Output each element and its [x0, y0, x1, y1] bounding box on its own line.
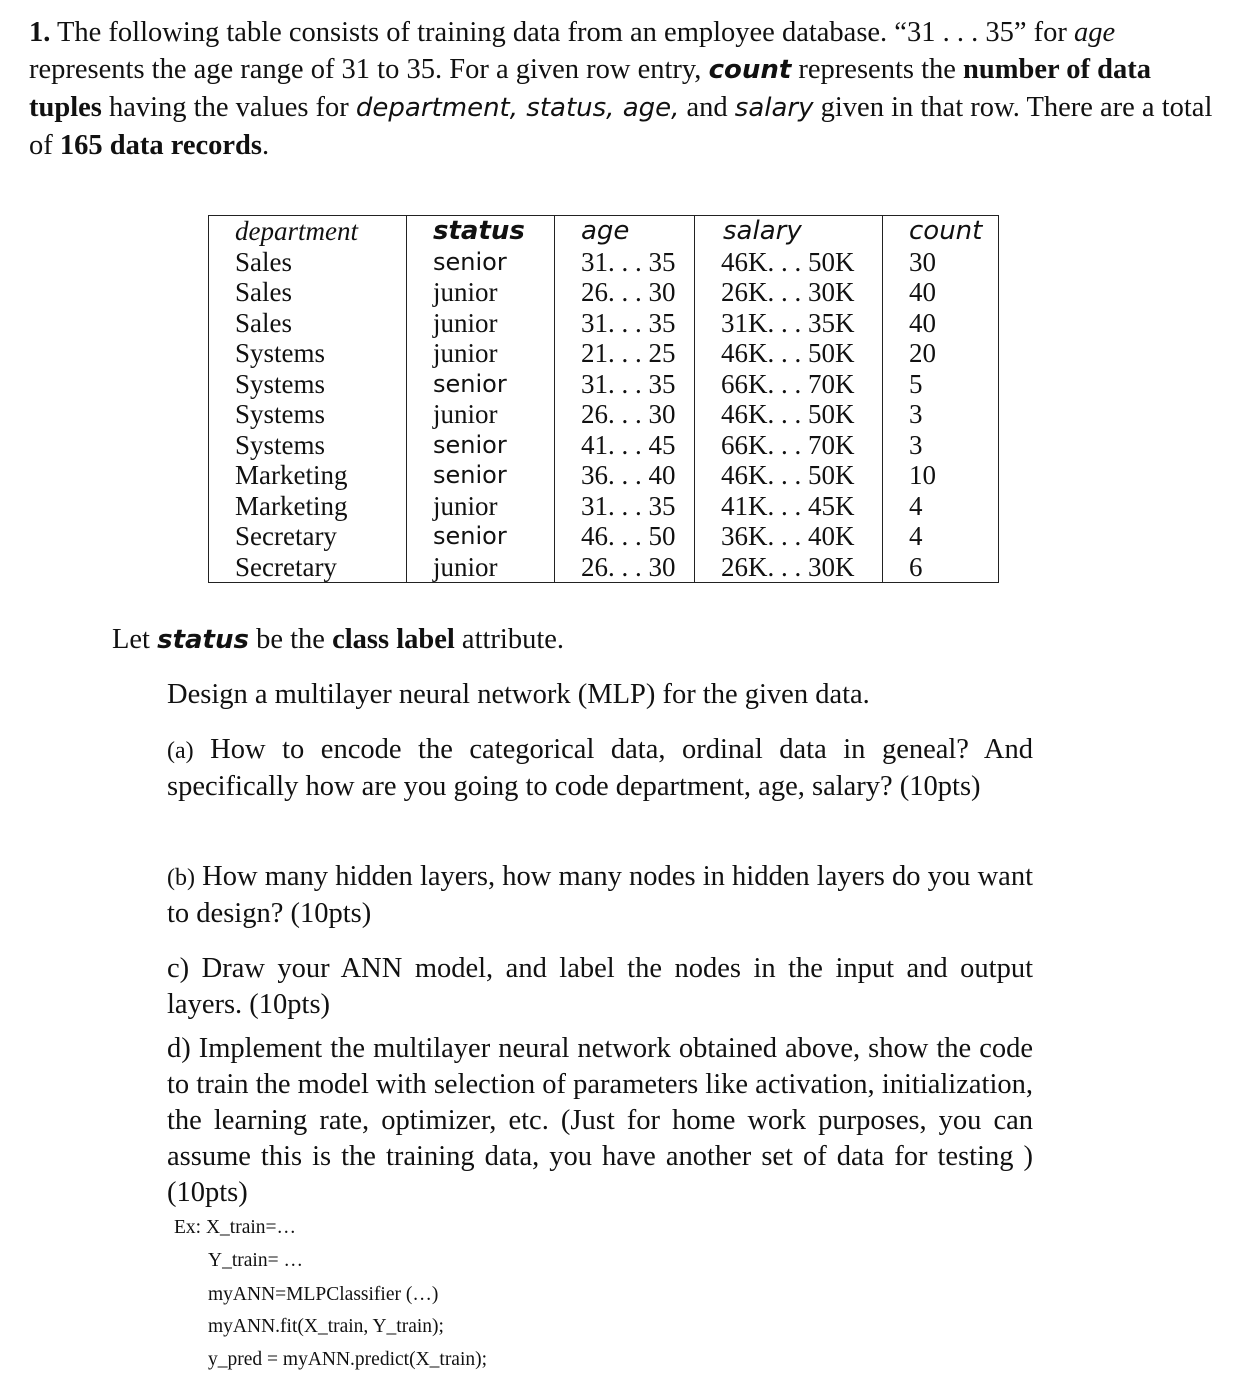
cell-salary: 66K. . . 70K [695, 430, 883, 461]
cell-department: Secretary [209, 552, 407, 583]
question-a-label: (a) [167, 738, 194, 764]
cell-status: junior [407, 491, 555, 522]
employee-table [208, 215, 999, 583]
cell-salary: 31K. . . 35K [695, 308, 883, 339]
status-term: status [157, 625, 249, 655]
problem-number: 1. [29, 17, 51, 48]
cell-status: junior [407, 277, 555, 308]
table-row [209, 521, 999, 552]
problem-intro: 1. The following table consists of training data from an employee database. “31 . . . 35” for age represents the age range of 31 to 35. For a given row entry, count represents the number of data tuples having the values for department, status, age, and salary given in that row. There are a total of 165 data records. [29, 17, 1213, 161]
question-b: (b) How many hidden layers, how many nodes in hidden layers do you want to design? (10pts) [167, 861, 1033, 929]
code-line-classifier: myANN=MLPClassifier (…) [208, 1284, 439, 1305]
header-age: age [555, 216, 695, 247]
cell-salary: 46K. . . 50K [695, 460, 883, 491]
cell-department: Secretary [209, 521, 407, 552]
cell-salary: 26K. . . 30K [695, 552, 883, 583]
cell-status: senior [407, 521, 555, 552]
cell-status: senior [407, 369, 555, 400]
table-row [209, 247, 999, 278]
table-row [209, 277, 999, 308]
cell-count: 10 [883, 460, 999, 491]
table-row [209, 491, 999, 522]
cell-age: 46. . . 50 [555, 521, 695, 552]
cell-count: 4 [883, 521, 999, 552]
cell-count: 40 [883, 308, 999, 339]
table-row [209, 308, 999, 339]
cell-count: 3 [883, 399, 999, 430]
cell-salary: 36K. . . 40K [695, 521, 883, 552]
table-header-row [209, 216, 999, 247]
header-status: status [407, 216, 555, 247]
cell-status: junior [407, 552, 555, 583]
code-line-y-train: Y_train= … [208, 1250, 303, 1271]
class-label-statement: Let status be the class label attribute. [112, 624, 565, 655]
table-row [209, 399, 999, 430]
header-salary: salary [695, 216, 883, 247]
cell-salary: 46K. . . 50K [695, 247, 883, 278]
header-department: department [209, 216, 407, 247]
cell-age: 36. . . 40 [555, 460, 695, 491]
cell-department: Sales [209, 247, 407, 278]
cell-count: 6 [883, 552, 999, 583]
cell-status: junior [407, 399, 555, 430]
cell-status: junior [407, 338, 555, 369]
cell-department: Systems [209, 399, 407, 430]
design-instruction: Design a multilayer neural network (MLP) for the given data. [167, 679, 870, 710]
cell-age: 31. . . 35 [555, 308, 695, 339]
question-b-label: (b) [167, 865, 195, 891]
cell-salary: 26K. . . 30K [695, 277, 883, 308]
cell-salary: 46K. . . 50K [695, 399, 883, 430]
table-row [209, 369, 999, 400]
cell-department: Marketing [209, 491, 407, 522]
code-example-x-train: Ex: X_train=… [174, 1217, 297, 1238]
cell-count: 40 [883, 277, 999, 308]
cell-department: Systems [209, 430, 407, 461]
cell-age: 21. . . 25 [555, 338, 695, 369]
cell-department: Sales [209, 277, 407, 308]
cell-age: 31. . . 35 [555, 247, 695, 278]
cell-age: 31. . . 35 [555, 491, 695, 522]
question-d: d) Implement the multilayer neural network obtained above, show the code to train the model with selection of parameters like activation, initialization, the learning rate, optimizer, etc. (Just for home work purposes, you can assume this is the training data, you have another set of data for testing ) (10pts) [167, 1033, 1033, 1208]
header-count: count [883, 216, 999, 247]
cell-salary: 46K. . . 50K [695, 338, 883, 369]
cell-status: senior [407, 247, 555, 278]
cell-status: junior [407, 308, 555, 339]
cell-status: senior [407, 430, 555, 461]
table-row [209, 552, 999, 583]
cell-age: 26. . . 30 [555, 277, 695, 308]
cell-count: 5 [883, 369, 999, 400]
cell-age: 41. . . 45 [555, 430, 695, 461]
table-row [209, 338, 999, 369]
cell-salary: 66K. . . 70K [695, 369, 883, 400]
cell-count: 30 [883, 247, 999, 278]
code-line-fit: myANN.fit(X_train, Y_train); [208, 1316, 444, 1337]
cell-count: 4 [883, 491, 999, 522]
question-c: c) Draw your ANN model, and label the nodes in the input and output layers. (10pts) [167, 953, 1033, 1020]
cell-status: senior [407, 460, 555, 491]
cell-count: 3 [883, 430, 999, 461]
count-term: count [708, 55, 792, 85]
cell-salary: 41K. . . 45K [695, 491, 883, 522]
cell-age: 31. . . 35 [555, 369, 695, 400]
question-a: (a) How to encode the categorical data, ordinal data in geneal? And specifically how are you going to code department, age, salary? (10pts) [167, 734, 1033, 802]
code-line-predict: y_pred = myANN.predict(X_train); [208, 1349, 488, 1370]
cell-age: 26. . . 30 [555, 552, 695, 583]
table-row [209, 430, 999, 461]
table-row [209, 460, 999, 491]
cell-age: 26. . . 30 [555, 399, 695, 430]
cell-department: Marketing [209, 460, 407, 491]
cell-department: Sales [209, 308, 407, 339]
cell-department: Systems [209, 369, 407, 400]
cell-count: 20 [883, 338, 999, 369]
cell-department: Systems [209, 338, 407, 369]
